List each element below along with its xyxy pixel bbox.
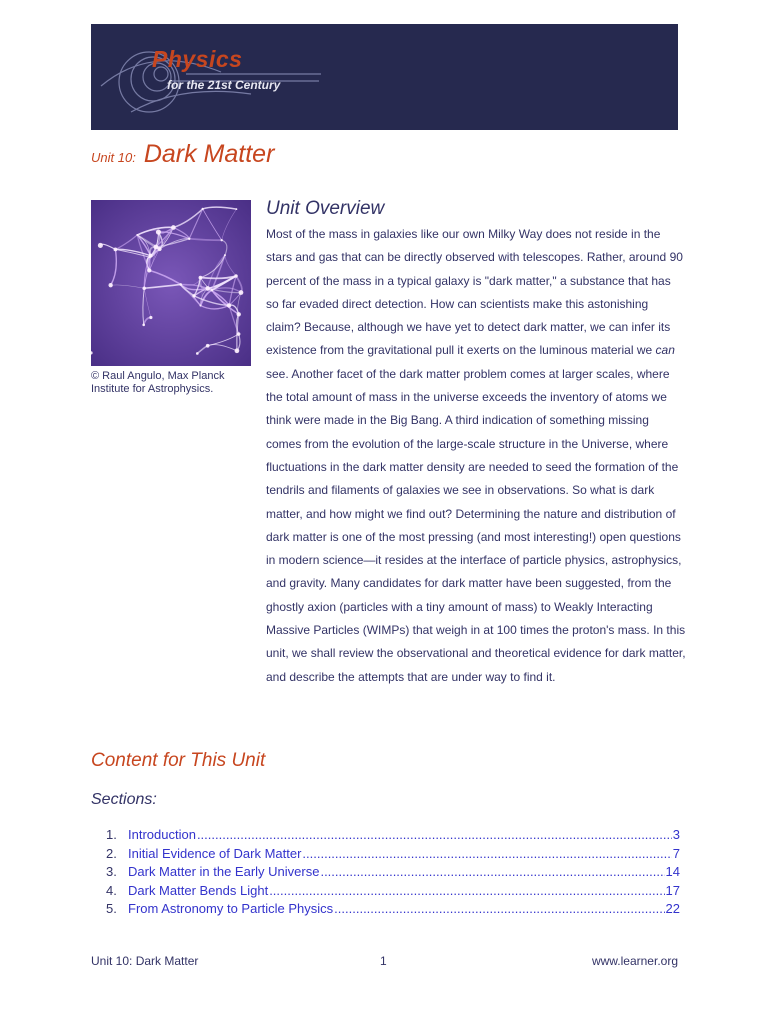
toc-leader [334,901,664,916]
toc-item[interactable] [106,864,680,883]
brand-subtitle: for the 21st Century [167,78,281,92]
dark-matter-simulation-image [91,200,251,366]
toc-number: 5. [106,901,117,916]
toc-link[interactable]: Introduction [128,827,196,842]
toc-link[interactable]: Dark Matter in the Early Universe [128,864,320,879]
overview-emphasis: can [655,343,675,358]
overview-text-start: Most of the mass in galaxies like our own Milky Way does not reside in the stars and gas that can be directly observed with telescopes. Rather, around 90 percent of the mass in a typical galaxy is "dark matter," a substance that has so far evaded direct detection. How can scientists make this astonishing claim? Because, although we have yet to detect dark matter, we can infer its existence from the gravitational pull it exerts on the luminous material we [266,227,683,358]
toc-leader [197,827,672,842]
toc-number: 1. [106,827,117,842]
unit-number: Unit 10: [91,150,136,165]
brand-title: Physics [152,46,243,72]
header-banner [91,24,678,130]
orbit-logo-icon [91,24,678,130]
toc-number: 4. [106,882,117,898]
toc-number: 2. [106,845,117,861]
table-of-contents [106,827,680,920]
toc-leader [302,846,671,861]
toc-page[interactable]: 3 [672,827,680,842]
overview-paragraph [266,223,686,689]
unit-heading [91,140,274,169]
toc-number: 3. [106,864,117,879]
overview-heading: Unit Overview [266,198,385,219]
toc-link[interactable]: From Astronomy to Particle Physics [128,901,334,916]
figure-caption: © Raul Angulo, Max Planck Institute for Astrophysics. [91,370,225,395]
unit-title: Dark Matter [143,140,275,168]
toc-page[interactable]: 14 [665,864,680,879]
toc-page[interactable]: 7 [672,845,680,861]
content-heading: Content for This Unit [91,750,266,771]
toc-item[interactable] [106,846,680,865]
toc-link[interactable]: Dark Matter Bends Light [128,882,269,898]
toc-page[interactable]: 17 [665,882,680,898]
toc-page[interactable]: 22 [665,901,680,916]
toc-item[interactable] [106,883,680,902]
footer-page-number: 1 [380,954,387,968]
toc-leader [269,883,664,898]
toc-item[interactable] [106,901,680,920]
sections-heading: Sections: [91,791,157,808]
footer-website: www.learner.org [591,954,678,968]
footer-unit: Unit 10: Dark Matter [91,954,199,968]
toc-link[interactable]: Initial Evidence of Dark Matter [128,845,302,861]
toc-item[interactable] [106,827,680,846]
toc-leader [320,864,664,879]
overview-text-end: see. Another facet of the dark matter problem comes at larger scales, where the total amount of mass in the universe exceeds the inventory of atoms we think were made in the Big Bang. A third indication of something missing comes from the evolution of the large-scale structure in the Universe, where fluctuations in the dark matter density are needed to seed the formation of the tendrils and filaments of galaxies we see in observations. So what is dark matter, and how might we find out? Determining the nature and distribution of dark matter is one of the most pressing (and most interesting!) open questions in modern science—it resides at the interface of particle physics, astrophysics, and gravity. Many candidates for dark matter have been suggested, from the ghostly axion (particles with a tiny amount of mass) to Weakly Interacting Massive Particles (WIMPs) that weigh in at 100 times the proton's mass. In this unit, we shall review the observational and theoretical evidence for dark matter, and describe the attempts that are under way to find it. [266,366,686,684]
